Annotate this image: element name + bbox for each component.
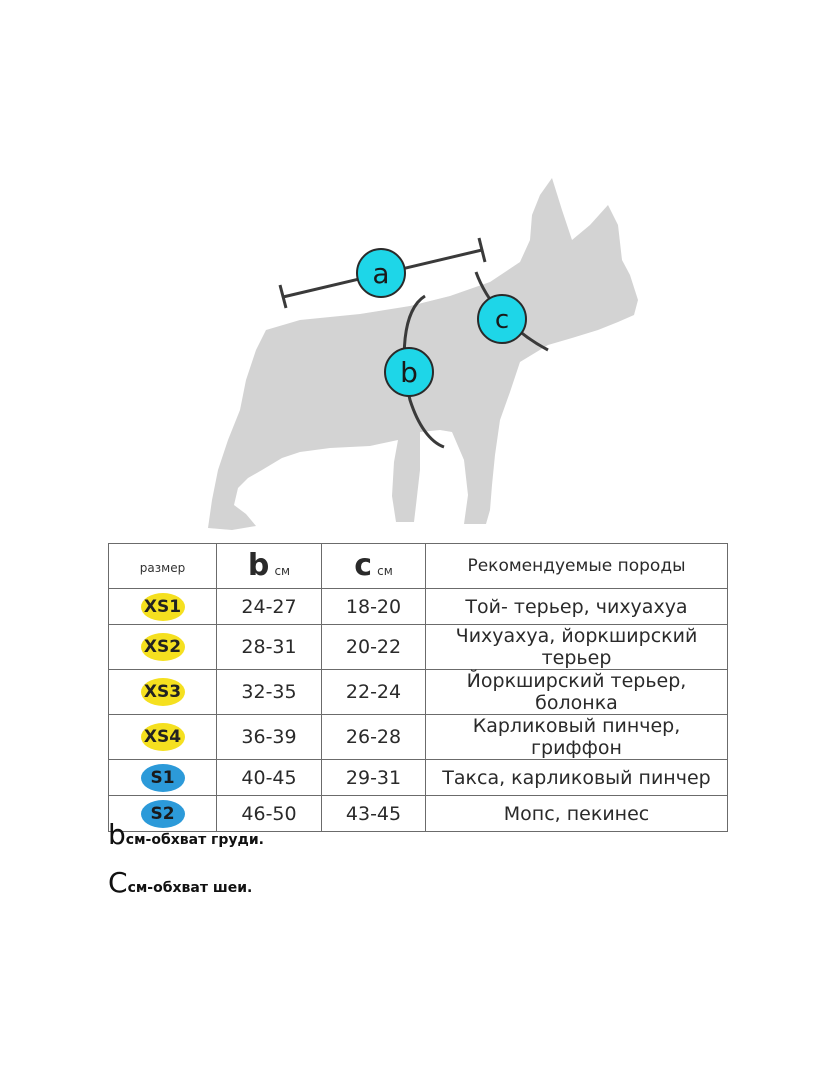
legend-c-desc: см-обхват шеи. (127, 880, 253, 896)
header-breeds: Рекомендуемые породы (426, 544, 728, 589)
neck-girth-cell: 26-28 (322, 715, 426, 760)
marker-c-label: c (494, 305, 510, 335)
size-badge: XS2 (141, 633, 185, 661)
dog-measurement-diagram (0, 150, 840, 550)
breeds-cell: Йоркширский терьер, болонка (426, 670, 728, 715)
chest-girth-cell: 36-39 (217, 715, 322, 760)
size-badge: XS4 (141, 723, 185, 751)
size-table (108, 543, 728, 832)
breeds-cell: Такса, карликовый пинчер (426, 760, 728, 796)
legend-b-desc: см-обхват груди. (125, 832, 264, 848)
table-header-row (109, 544, 728, 589)
marker-a-label: a (372, 257, 390, 290)
size-badge: S1 (141, 764, 185, 792)
neck-girth-cell: 29-31 (322, 760, 426, 796)
breeds-cell: Мопс, пекинес (426, 796, 728, 832)
chest-girth-cell: 46-50 (217, 796, 322, 832)
marker-b-label: b (400, 356, 418, 389)
header-b: b см (217, 544, 322, 589)
header-c: c см (322, 544, 426, 589)
size-badge: S2 (141, 800, 185, 828)
chest-girth-cell: 24-27 (217, 589, 322, 625)
chest-girth-cell: 28-31 (217, 625, 322, 670)
neck-girth-cell: 18-20 (322, 589, 426, 625)
neck-girth-cell: 43-45 (322, 796, 426, 832)
breeds-cell: Карликовый пинчер, гриффон (426, 715, 728, 760)
neck-girth-cell: 22-24 (322, 670, 426, 715)
breeds-cell: Чихуахуа, йоркширский терьер (426, 625, 728, 670)
legend-neck-girth (108, 866, 252, 899)
chest-girth-cell: 40-45 (217, 760, 322, 796)
table-row (109, 670, 728, 715)
size-badge: XS1 (141, 593, 185, 621)
table-row (109, 589, 728, 625)
header-size: размер (109, 544, 217, 589)
table-row (109, 715, 728, 760)
breeds-cell: Той- терьер, чихуахуа (426, 589, 728, 625)
legend-chest-girth (108, 818, 264, 851)
chest-girth-cell: 32-35 (217, 670, 322, 715)
table-row (109, 625, 728, 670)
table-row (109, 760, 728, 796)
legend-c-letter: C (108, 866, 128, 899)
legend-b-letter: b (108, 818, 126, 851)
neck-girth-cell: 20-22 (322, 625, 426, 670)
size-badge: XS3 (141, 678, 185, 706)
